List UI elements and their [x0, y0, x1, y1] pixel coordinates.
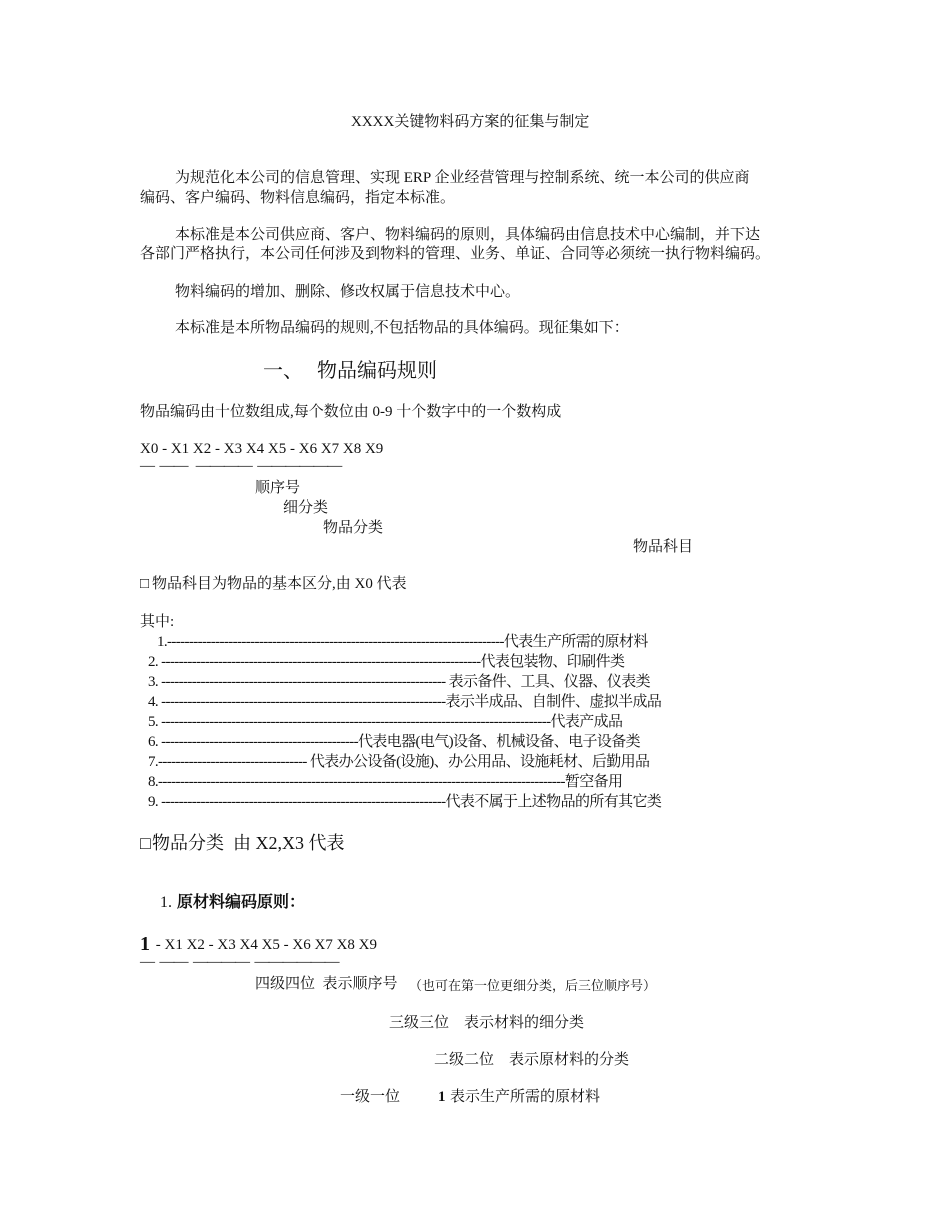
code-pattern: X0 - X1 X2 - X3 X4 X5 - X6 X7 X8 X9	[140, 441, 384, 457]
subject-item-6: 6. ---------------------------------------------代表电器(电气)设备、机械设备、电子设备类	[148, 734, 640, 750]
subject-item-8: 8.---------------------------------------------------------------------------------------------暂空备用	[148, 774, 623, 790]
level-4-note: （也可在第一位更细分类，后三位顺序号）	[409, 978, 657, 993]
category-text: 物品分类 由 X2,X3 代表	[152, 833, 345, 853]
subject-item-2: 2. -------------------------------------------------------------------------代表包装物、印刷件类	[148, 654, 625, 670]
paragraph-3: 物料编码的增加、删除、修改权属于信息技术中心。	[175, 284, 521, 300]
paragraph-2-line-2: 各部门严格执行，本公司任何涉及到物料的管理、业务、单证、合同等必须统一执行物料编码。	[140, 246, 771, 262]
subject-checkbox-icon: □	[140, 576, 150, 592]
subject-text: 物品科目为物品的基本区分,由 X0 代表	[152, 576, 407, 592]
subject-item-5: 5. -----------------------------------------------------------------------------------------代表产成品	[148, 714, 623, 730]
level-4-description: 四级四位 表示顺序号	[255, 976, 398, 992]
paragraph-1-line-2: 编码、客户编码、物料信息编码，指定本标准。	[140, 190, 456, 206]
raw-material-underline-marks: — —— ———— ——————	[140, 954, 339, 970]
code-underline-marks: — —— ———— ——————	[140, 458, 342, 474]
subject-item-3: 3. ----------------------------------------------------------------- 表示备件、工具、仪器、仪表类	[148, 674, 650, 690]
document-title: XXXX关键物料码方案的征集与制定	[351, 114, 590, 130]
raw-material-heading: 原材料编码原则：	[177, 894, 306, 911]
label-item-category: 物品分类	[323, 520, 384, 536]
raw-material-number: 1.	[160, 894, 172, 911]
level-1-digit: 1	[438, 1089, 446, 1105]
subject-item-1: 1.-----------------------------------------------------------------------------代表生产所需的原材料	[157, 634, 648, 650]
section-1-number: 一、	[263, 360, 303, 382]
encoding-intro: 物品编码由十位数组成,每个数位由 0-9 十个数字中的一个数构成	[140, 404, 562, 420]
level-3-description: 三级三位 表示材料的细分类	[389, 1015, 585, 1031]
category-checkbox-icon: □	[140, 833, 151, 853]
subject-item-4: 4. -----------------------------------------------------------------表示半成品、自制件、虚拟半成品	[148, 694, 662, 710]
label-sequence-number: 顺序号	[255, 480, 301, 496]
level-1-label: 一级一位	[340, 1089, 401, 1105]
subject-item-7: 7.---------------------------------- 代表办公设备(设施)、办公用品、设施耗材、后勤用品	[148, 754, 650, 770]
raw-material-lead-digit: 1	[140, 933, 150, 955]
paragraph-1-line-1: 为规范化本公司的信息管理、实现 ERP 企业经营管理与控制系统、统一本公司的供应商	[175, 170, 750, 186]
label-subcategory: 细分类	[283, 500, 329, 516]
label-item-subject: 物品科目	[633, 539, 694, 555]
level-2-description: 二级二位 表示原材料的分类	[434, 1052, 630, 1068]
paragraph-2-line-1: 本标准是本公司供应商、客户、物料编码的原则，具体编码由信息技术中心编制，并下达	[175, 227, 761, 243]
raw-material-code-pattern: - X1 X2 - X3 X4 X5 - X6 X7 X8 X9	[152, 937, 377, 953]
section-1-title: 物品编码规则	[317, 360, 437, 382]
level-1-description: 表示生产所需的原材料	[450, 1089, 601, 1105]
subject-item-9: 9. -----------------------------------------------------------------代表不属于上述物品的所有其它类	[148, 794, 662, 810]
among-label: 其中:	[140, 614, 175, 630]
paragraph-4: 本标准是本所物品编码的规则,不包括物品的具体编码。现征集如下：	[175, 320, 629, 336]
